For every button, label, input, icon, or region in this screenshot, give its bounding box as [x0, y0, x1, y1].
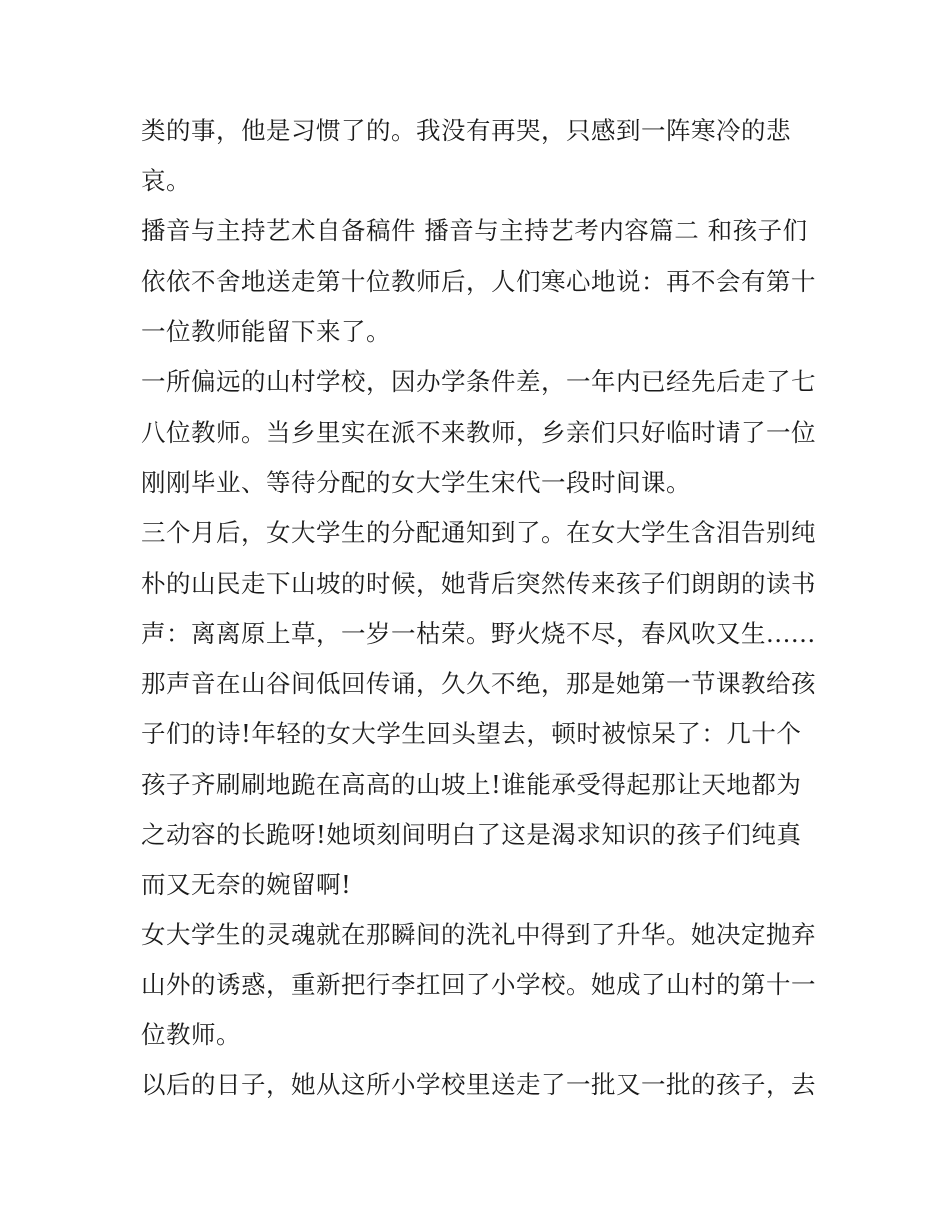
text-line: 一位教师能留下来了。 — [141, 317, 391, 346]
text-line: 孩子齐刷刷地跪在高高的山坡上!谁能承受得起那让天地都为 — [141, 770, 802, 799]
text-line: 刚刚毕业、等待分配的女大学生宋代一段时间课。 — [141, 468, 691, 497]
text-line: 声：离离原上草，一岁一枯荣。野火烧不尽，春风吹又生...... — [141, 619, 816, 648]
text-line: 依依不舍地送走第十位教师后，人们寒心地说：再不会有第十 — [141, 267, 816, 296]
text-line: 一所偏远的山村学校，因办学条件差，一年内已经先后走了七 — [141, 367, 816, 396]
text-line: 八位教师。当乡里实在派不来教师，乡亲们只好临时请了一位 — [141, 418, 816, 447]
text-line: 女大学生的灵魂就在那瞬间的洗礼中得到了升华。她决定抛弃 — [141, 920, 816, 949]
text-line: 那声音在山谷间低回传诵，久久不绝，那是她第一节课教给孩 — [141, 669, 816, 698]
text-line: 山外的诱惑，重新把行李扛回了小学校。她成了山村的第十一 — [141, 970, 816, 999]
text-line: 类的事，他是习惯了的。我没有再哭，只感到一阵寒冷的悲 — [141, 116, 791, 145]
text-line: 播音与主持艺术自备稿件 播音与主持艺考内容篇二 和孩子们 — [141, 216, 808, 245]
text-line: 哀。 — [141, 166, 191, 195]
text-line: 子们的诗!年轻的女大学生回头望去，顿时被惊呆了：几十个 — [141, 719, 802, 748]
text-line: 之动容的长跪呀!她顷刻间明白了这是渴求知识的孩子们纯真 — [141, 820, 802, 849]
text-line: 而又无奈的婉留啊! — [141, 870, 352, 899]
text-line: 位教师。 — [141, 1020, 241, 1049]
text-line: 朴的山民走下山坡的时候，她背后突然传来孩子们朗朗的读书 — [141, 569, 816, 598]
text-line: 三个月后，女大学生的分配通知到了。在女大学生含泪告别纯 — [141, 518, 816, 547]
text-line: 以后的日子，她从这所小学校里送走了一批又一批的孩子，去 — [141, 1070, 816, 1099]
